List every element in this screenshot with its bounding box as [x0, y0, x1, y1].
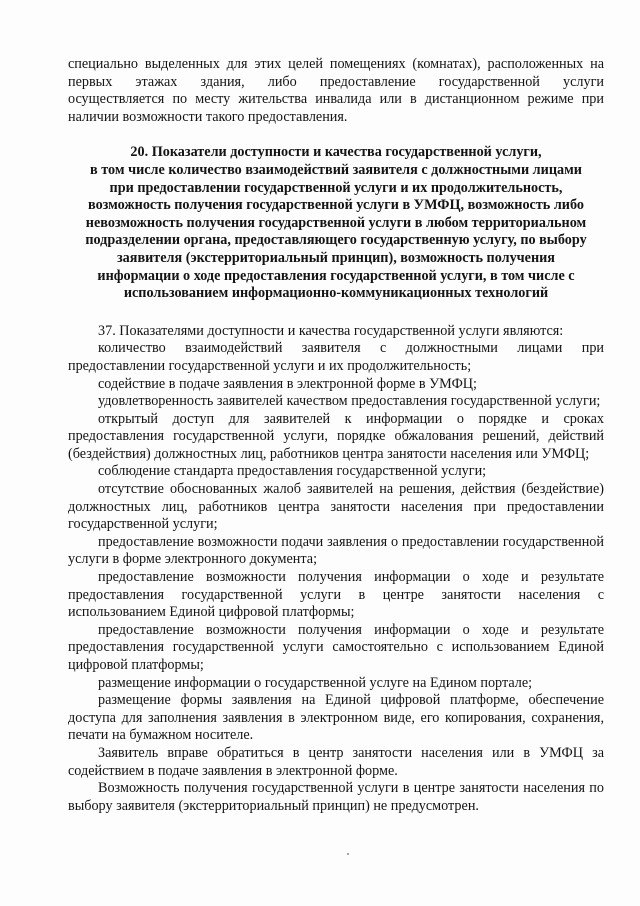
- paragraph-item: количество взаимодействий заявителя с должностными лицами при предоставлении государственной услуги и их продолжительность;: [68, 340, 604, 374]
- section-heading: [74, 144, 598, 302]
- heading-line: при предоставлении государственной услуги и их продолжительность,: [109, 179, 563, 196]
- paragraph-item: размещение формы заявления на Единой цифровой платформе, обеспечение доступа для заполнения заявления в электронном виде, его копирования, сохранения, печати на бумажном носителе.: [68, 692, 604, 744]
- heading-line: в том числе количество взаимодействий заявителя с должностными лицами: [90, 161, 582, 178]
- intro-line: наличии возможности такого предоставления.: [68, 108, 348, 125]
- paragraph-item: соблюдение стандарта предоставления государственной услуги;: [98, 463, 487, 480]
- heading-line: 20. Показатели доступности и качества государственной услуги,: [130, 144, 542, 161]
- intro-paragraph: [68, 56, 604, 126]
- intro-line: первых этажах здания, либо предоставление государственной услуги: [68, 73, 604, 90]
- paragraph-item: предоставление возможности подачи заявления о предоставлении государственной услуги в форме электронного документа;: [68, 533, 604, 568]
- heading-line: подразделении органа, предоставляющего государственную услугу, по выбору: [85, 232, 587, 249]
- paragraph-item: открытый доступ для заявителей к информации о порядке и сроках предоставления государственной услуги, порядке обжалования решений, действий (бездействия) должностных лиц, работников центра занятости населения или УМФЦ;: [68, 410, 604, 462]
- scan-speck: [347, 853, 349, 855]
- indicators-list: [68, 323, 604, 816]
- heading-line: заявителя (экстерриториальный принцип), возможность получения: [116, 249, 555, 266]
- paragraph-item: 37. Показателями доступности и качества государственной услуги являются:: [98, 322, 564, 339]
- paragraph-item: размещение информации о государственной услуге на Едином портале;: [98, 674, 533, 691]
- paragraph-item: содействие в подаче заявления в электронной форме в УМФЦ;: [98, 375, 477, 392]
- paragraph-item: предоставление возможности получения информации о ходе и результате предоставления государственной услуги самостоятельно с использованием Единой цифровой платформы;: [68, 621, 604, 673]
- paragraph-item: удовлетворенность заявителей качеством предоставления государственной услуги;: [98, 393, 601, 410]
- paragraph-item: отсутствие обоснованных жалоб заявителей на решения, действия (бездействие) должностных лиц, работников центра занятости населения при предоставлении государственной услуги;: [68, 481, 604, 533]
- paragraph-item: предоставление возможности получения информации о ходе и результате предоставления государственной услуги в центре занятости населения с использованием Единой цифровой платформы;: [68, 569, 604, 621]
- intro-line: осуществляется по месту жительства инвалида или в дистанционном режиме при: [68, 91, 604, 108]
- paragraph-item: Заявитель вправе обратиться в центр занятости населения или в УМФЦ за содействием в подаче заявления в электронной форме.: [68, 744, 604, 779]
- document-body: [68, 56, 604, 815]
- intro-line: специально выделенных для этих целей помещениях (комнатах), расположенных на: [68, 56, 604, 72]
- heading-line: возможность получения государственной услуги в УМФЦ, возможность либо: [88, 197, 584, 214]
- heading-line: невозможность получения государственной услуги в любом территориальном: [85, 214, 587, 231]
- heading-line: информации о ходе предоставления государственной услуги, в том числе с: [97, 267, 575, 284]
- heading-line: использованием информационно-коммуникационных технологий: [123, 285, 549, 302]
- paragraph-item: Возможность получения государственной услуги в центре занятости населения по выбору заявителя (экстерриториальный принцип) не предусмотрен.: [68, 780, 604, 814]
